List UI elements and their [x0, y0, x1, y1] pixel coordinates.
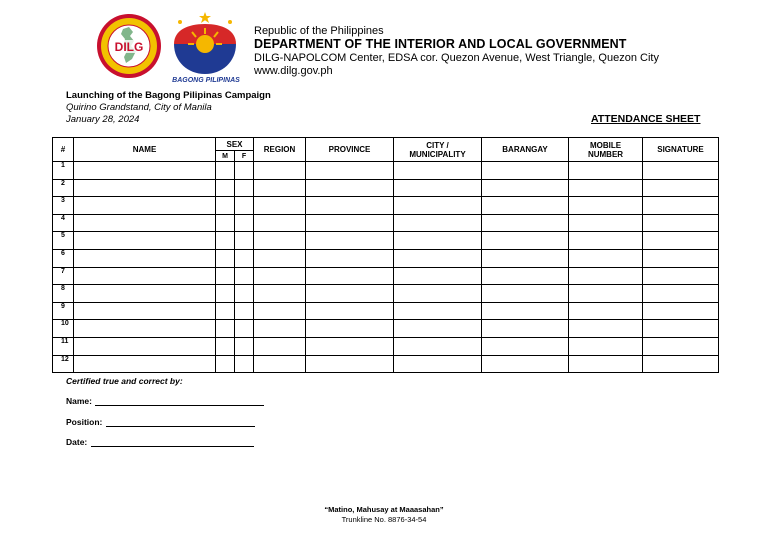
- city-cell[interactable]: [394, 320, 482, 338]
- col-header-signature: SIGNATURE: [643, 138, 719, 162]
- certifier-date-field[interactable]: [91, 446, 254, 447]
- male-cell[interactable]: [216, 162, 235, 180]
- col-header-barangay: BARANGAY: [482, 138, 569, 162]
- signature-cell[interactable]: [643, 267, 719, 285]
- name-cell[interactable]: [74, 249, 216, 267]
- male-cell[interactable]: [216, 232, 235, 250]
- col-header-sex: SEX: [216, 138, 254, 151]
- mobile-cell[interactable]: [569, 302, 643, 320]
- row-number: 8: [53, 285, 74, 303]
- attendance-sheet-title: ATTENDANCE SHEET: [591, 113, 701, 125]
- mobile-cell[interactable]: [569, 197, 643, 215]
- event-title: Launching of the Bagong Pilipinas Campaign: [66, 90, 271, 101]
- female-cell[interactable]: [235, 285, 254, 303]
- region-cell[interactable]: [254, 197, 306, 215]
- city-cell[interactable]: [394, 249, 482, 267]
- bagong-pilipinas-caption: BAGONG PILIPINAS: [172, 77, 240, 84]
- barangay-cell[interactable]: [482, 162, 569, 180]
- barangay-cell[interactable]: [482, 214, 569, 232]
- city-cell[interactable]: [394, 162, 482, 180]
- col-header-mobile-line1: MOBILE: [589, 140, 622, 150]
- region-cell[interactable]: [254, 179, 306, 197]
- male-cell[interactable]: [216, 355, 235, 373]
- signature-cell[interactable]: [643, 214, 719, 232]
- region-cell[interactable]: [254, 337, 306, 355]
- row-number: 10: [53, 320, 74, 338]
- region-cell[interactable]: [254, 232, 306, 250]
- table-row: [53, 197, 719, 215]
- city-cell[interactable]: [394, 197, 482, 215]
- col-header-mobile-line2: NUMBER: [587, 149, 624, 159]
- department-website: www.dilg.gov.ph: [254, 65, 333, 77]
- signature-cell[interactable]: [643, 337, 719, 355]
- col-header-province: PROVINCE: [306, 138, 394, 162]
- table-row: [53, 267, 719, 285]
- signature-cell[interactable]: [643, 197, 719, 215]
- event-venue: Quirino Grandstand, City of Manila: [66, 102, 212, 113]
- province-cell[interactable]: [306, 267, 394, 285]
- row-number: 7: [53, 267, 74, 285]
- female-cell[interactable]: [235, 249, 254, 267]
- region-cell[interactable]: [254, 267, 306, 285]
- region-cell[interactable]: [254, 214, 306, 232]
- row-number: 6: [53, 249, 74, 267]
- footer-motto: “Matino, Mahusay at Maaasahan”: [324, 505, 444, 514]
- signature-cell[interactable]: [643, 249, 719, 267]
- col-header-mobile: [569, 138, 643, 162]
- region-cell[interactable]: [254, 320, 306, 338]
- city-cell[interactable]: [394, 337, 482, 355]
- mobile-cell[interactable]: [569, 285, 643, 303]
- name-cell[interactable]: [74, 337, 216, 355]
- name-cell[interactable]: [74, 302, 216, 320]
- name-cell[interactable]: [74, 285, 216, 303]
- signature-cell[interactable]: [643, 179, 719, 197]
- table-row: [53, 355, 719, 373]
- province-cell[interactable]: [306, 320, 394, 338]
- mobile-cell[interactable]: [569, 320, 643, 338]
- signature-cell[interactable]: [643, 355, 719, 373]
- col-header-male: M: [216, 151, 235, 162]
- region-cell[interactable]: [254, 355, 306, 373]
- barangay-cell[interactable]: [482, 232, 569, 250]
- female-cell[interactable]: [235, 337, 254, 355]
- male-cell[interactable]: [216, 249, 235, 267]
- barangay-cell[interactable]: [482, 267, 569, 285]
- col-header-region: REGION: [254, 138, 306, 162]
- female-cell[interactable]: [235, 214, 254, 232]
- event-date: January 28, 2024: [66, 114, 140, 125]
- province-cell[interactable]: [306, 232, 394, 250]
- name-cell[interactable]: [74, 232, 216, 250]
- region-cell[interactable]: [254, 249, 306, 267]
- signature-cell[interactable]: [643, 232, 719, 250]
- certifier-position-label: Position:: [66, 417, 103, 427]
- province-cell[interactable]: [306, 249, 394, 267]
- table-row: [53, 162, 719, 180]
- signature-cell[interactable]: [643, 285, 719, 303]
- barangay-cell[interactable]: [482, 179, 569, 197]
- department-name: DEPARTMENT OF THE INTERIOR AND LOCAL GOVERNMENT: [254, 37, 627, 51]
- region-cell[interactable]: [254, 302, 306, 320]
- republic-line: Republic of the Philippines: [254, 25, 384, 37]
- row-number: 11: [53, 337, 74, 355]
- mobile-cell[interactable]: [569, 249, 643, 267]
- row-number: 9: [53, 302, 74, 320]
- barangay-cell[interactable]: [482, 355, 569, 373]
- male-cell[interactable]: [216, 214, 235, 232]
- province-cell[interactable]: [306, 337, 394, 355]
- province-cell[interactable]: [306, 197, 394, 215]
- certifier-name-label: Name:: [66, 396, 92, 406]
- mobile-cell[interactable]: [569, 214, 643, 232]
- department-address: DILG-NAPOLCOM Center, EDSA cor. Quezon Avenue, West Triangle, Quezon City: [254, 52, 659, 64]
- table-row: [53, 249, 719, 267]
- barangay-cell[interactable]: [482, 197, 569, 215]
- name-cell[interactable]: [74, 214, 216, 232]
- male-cell[interactable]: [216, 320, 235, 338]
- name-cell[interactable]: [74, 197, 216, 215]
- certification-label: Certified true and correct by:: [66, 376, 183, 386]
- certifier-position-field[interactable]: [106, 426, 255, 427]
- city-cell[interactable]: [394, 302, 482, 320]
- col-header-female: F: [235, 151, 254, 162]
- female-cell[interactable]: [235, 320, 254, 338]
- male-cell[interactable]: [216, 337, 235, 355]
- row-number: 4: [53, 214, 74, 232]
- city-cell[interactable]: [394, 214, 482, 232]
- mobile-cell[interactable]: [569, 355, 643, 373]
- female-cell[interactable]: [235, 355, 254, 373]
- province-cell[interactable]: [306, 285, 394, 303]
- name-cell[interactable]: [74, 179, 216, 197]
- row-number: 12: [53, 355, 74, 373]
- female-cell[interactable]: [235, 267, 254, 285]
- barangay-cell[interactable]: [482, 320, 569, 338]
- col-header-name: NAME: [74, 138, 216, 162]
- col-header-number: #: [53, 138, 74, 162]
- signature-cell[interactable]: [643, 302, 719, 320]
- female-cell[interactable]: [235, 302, 254, 320]
- name-cell[interactable]: [74, 355, 216, 373]
- city-cell[interactable]: [394, 179, 482, 197]
- mobile-cell[interactable]: [569, 179, 643, 197]
- mobile-cell[interactable]: [569, 232, 643, 250]
- city-cell[interactable]: [394, 355, 482, 373]
- table-row: [53, 320, 719, 338]
- city-cell[interactable]: [394, 232, 482, 250]
- province-cell[interactable]: [306, 302, 394, 320]
- table-row: [53, 302, 719, 320]
- attendance-rows: [53, 162, 719, 373]
- table-row: [53, 285, 719, 303]
- region-cell[interactable]: [254, 285, 306, 303]
- col-header-city-line2: MUNICIPALITY: [409, 149, 466, 159]
- row-number: 2: [53, 179, 74, 197]
- signature-cell[interactable]: [643, 320, 719, 338]
- province-cell[interactable]: [306, 214, 394, 232]
- table-row: [53, 232, 719, 250]
- col-header-city-line1: CITY /: [426, 140, 449, 150]
- male-cell[interactable]: [216, 267, 235, 285]
- footer-trunkline: Trunkline No. 8876-34-54: [341, 515, 427, 524]
- province-cell[interactable]: [306, 162, 394, 180]
- female-cell[interactable]: [235, 232, 254, 250]
- attendance-table: [52, 137, 719, 373]
- female-cell[interactable]: [235, 179, 254, 197]
- certifier-date-label: Date:: [66, 437, 88, 447]
- male-cell[interactable]: [216, 197, 235, 215]
- name-cell[interactable]: [74, 320, 216, 338]
- certifier-name-field[interactable]: [95, 405, 264, 406]
- region-cell[interactable]: [254, 162, 306, 180]
- row-number: 3: [53, 197, 74, 215]
- male-cell[interactable]: [216, 285, 235, 303]
- male-cell[interactable]: [216, 179, 235, 197]
- table-row: [53, 214, 719, 232]
- dilg-logo-text: DILG: [114, 40, 144, 54]
- barangay-cell[interactable]: [482, 285, 569, 303]
- mobile-cell[interactable]: [569, 337, 643, 355]
- barangay-cell[interactable]: [482, 249, 569, 267]
- row-number: 5: [53, 232, 74, 250]
- male-cell[interactable]: [216, 302, 235, 320]
- province-cell[interactable]: [306, 179, 394, 197]
- barangay-cell[interactable]: [482, 302, 569, 320]
- mobile-cell[interactable]: [569, 162, 643, 180]
- table-row: [53, 337, 719, 355]
- mobile-cell[interactable]: [569, 267, 643, 285]
- female-cell[interactable]: [235, 197, 254, 215]
- col-header-city: [394, 138, 482, 162]
- table-row: [53, 179, 719, 197]
- name-cell[interactable]: [74, 267, 216, 285]
- barangay-cell[interactable]: [482, 337, 569, 355]
- signature-cell[interactable]: [643, 162, 719, 180]
- city-cell[interactable]: [394, 285, 482, 303]
- female-cell[interactable]: [235, 162, 254, 180]
- province-cell[interactable]: [306, 355, 394, 373]
- city-cell[interactable]: [394, 267, 482, 285]
- dilg-logo: [96, 13, 162, 79]
- row-number: 1: [53, 162, 74, 180]
- name-cell[interactable]: [74, 162, 216, 180]
